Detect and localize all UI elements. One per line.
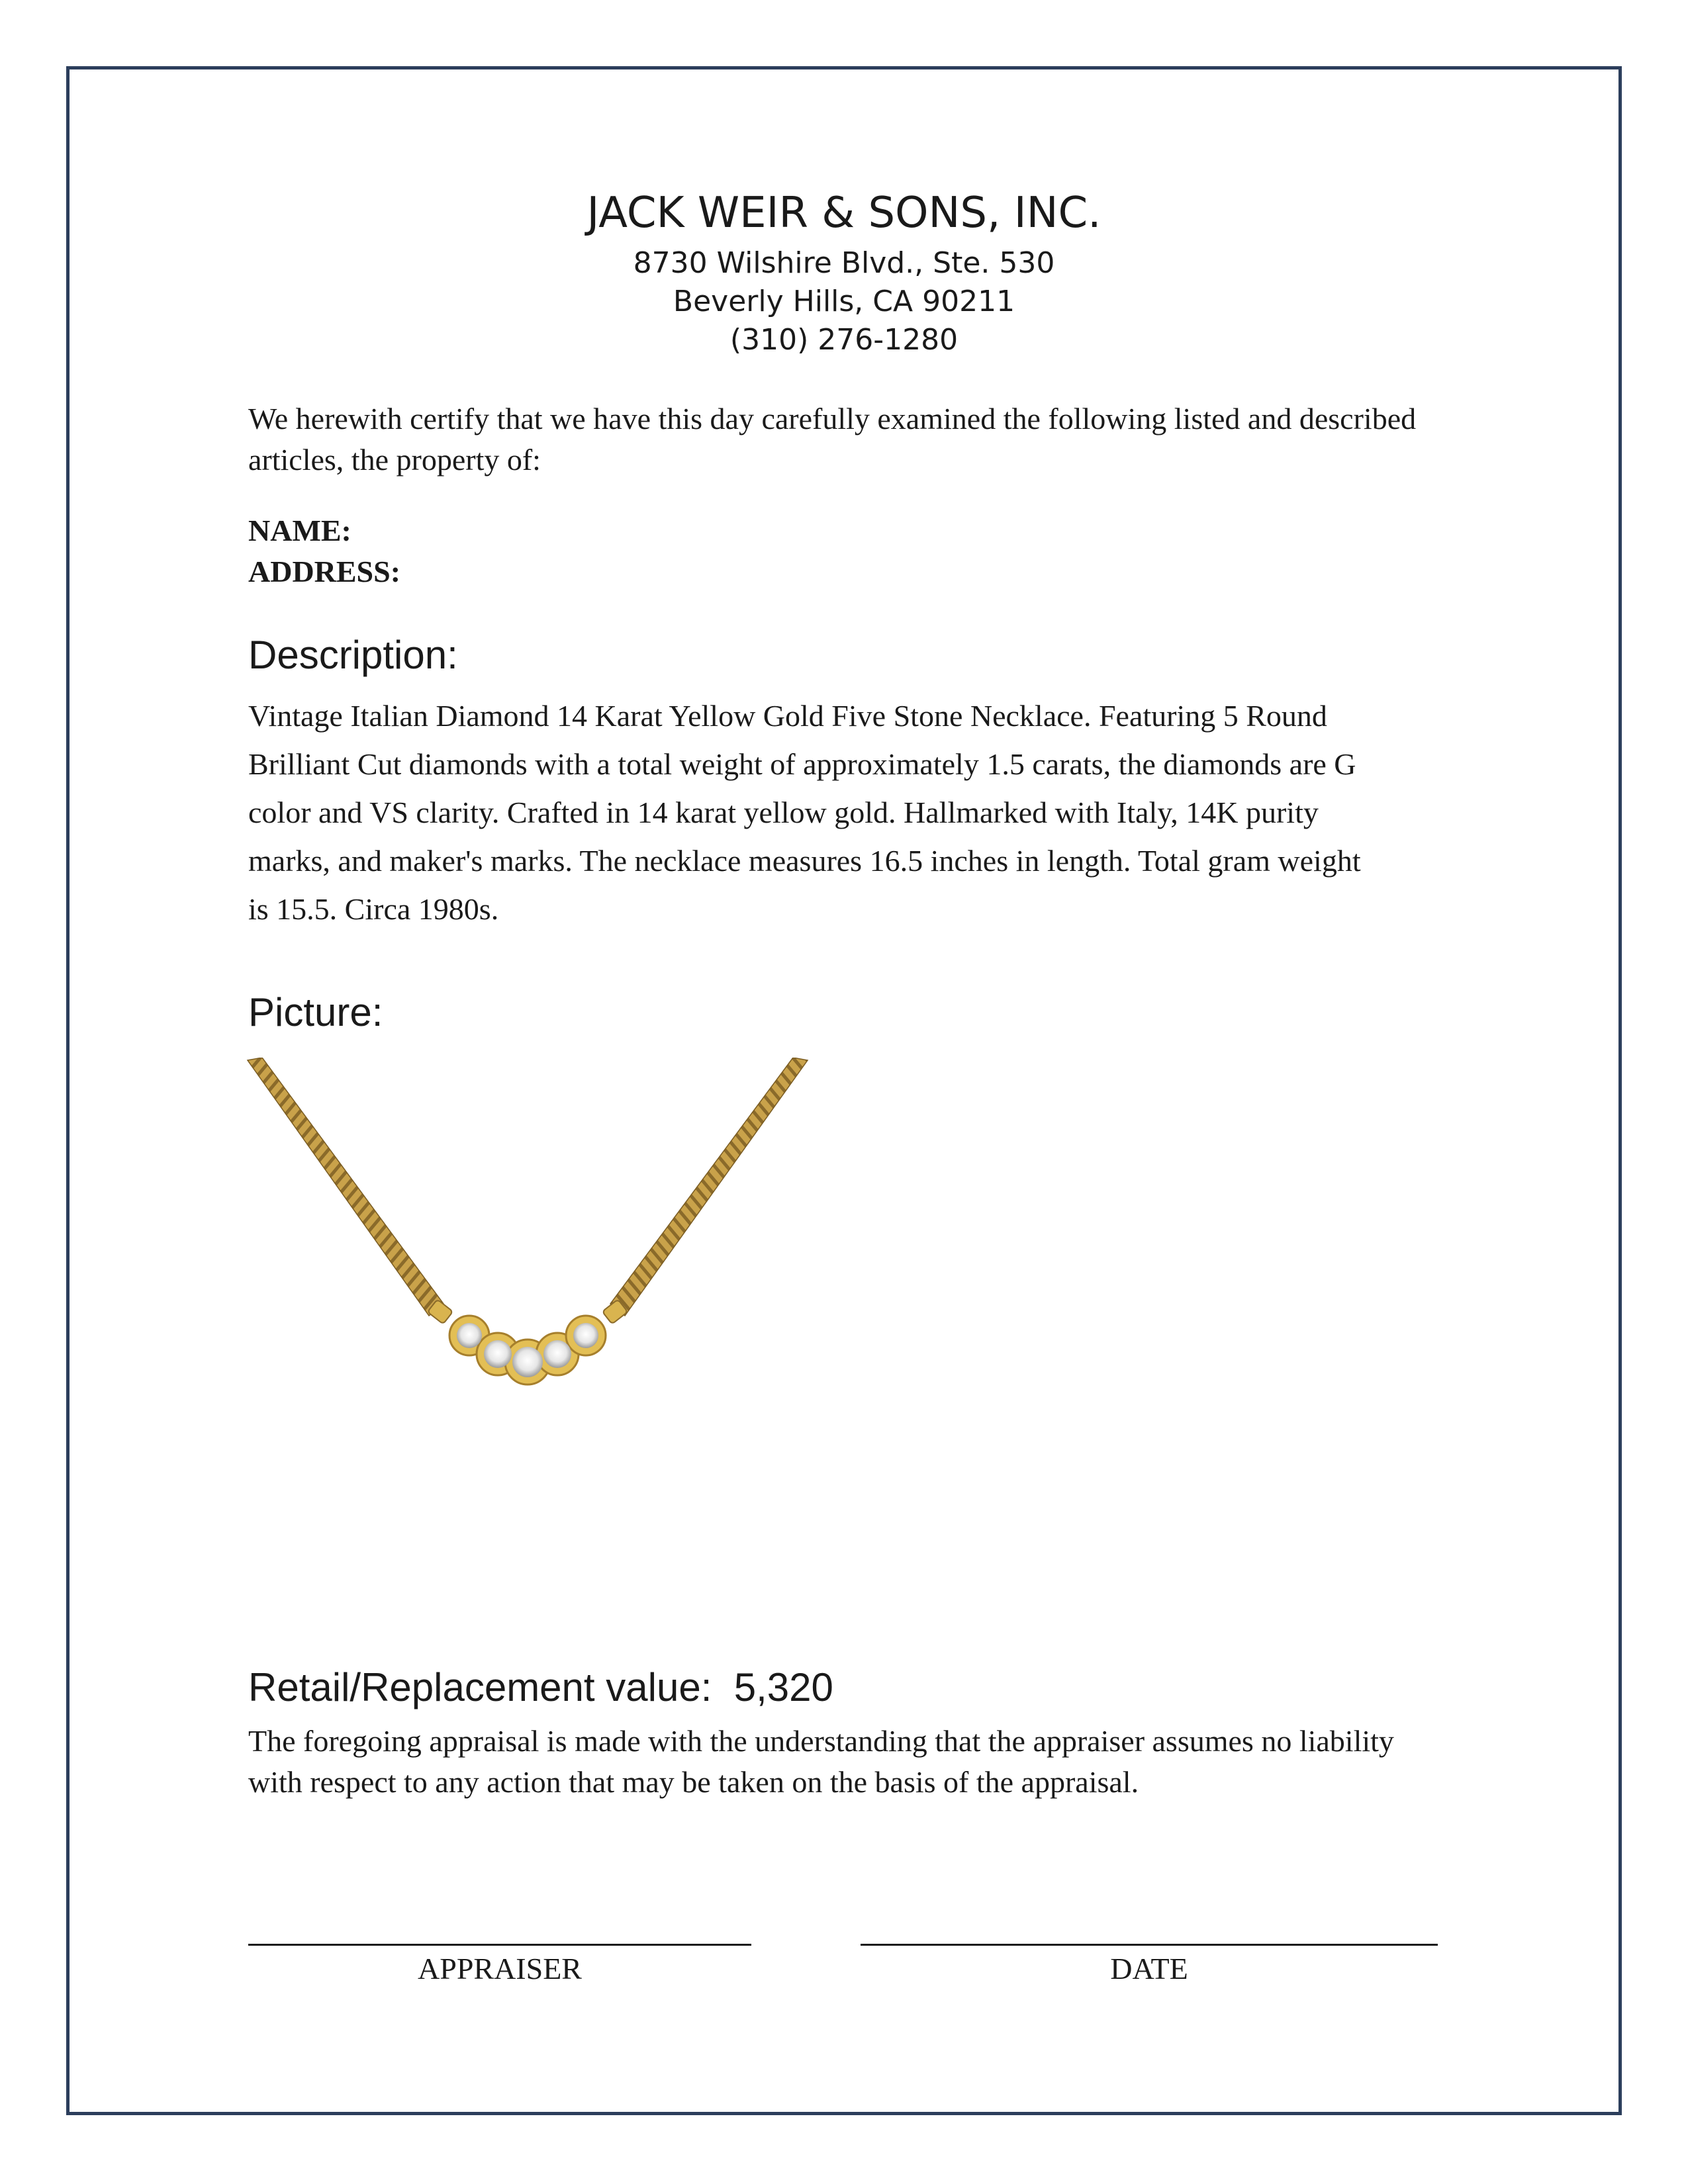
description-heading: Description:: [248, 633, 458, 677]
name-field-label: NAME:: [248, 514, 352, 547]
retail-value: [248, 1664, 1453, 1710]
picture-heading: Picture:: [248, 990, 383, 1034]
left-chain: [248, 1058, 444, 1316]
description-text: Vintage Italian Diamond 14 Karat Yellow Gold Five Stone Necklace. Featuring 5 Round Brilliant Cut diamonds with a total weight of approximately 1.5 carats, the diamonds are G color and VS clarity. Crafted in 14 karat yellow gold. Hallmarked with Italy, 14K purity marks, and maker's marks. The necklace measures 16.5 inches in length. Total gram weight is 15.5. Circa 1980s.: [248, 699, 1361, 926]
retail-value-amount: 5,320: [733, 1665, 833, 1709]
retail-value-label: Retail/Replacement value:: [248, 1665, 712, 1709]
necklace-image: [246, 1058, 809, 1415]
address-field-label: ADDRESS:: [248, 555, 401, 588]
appraiser-label: APPRAISER: [418, 1952, 582, 1985]
company-phone: (310) 276-1280: [729, 323, 959, 357]
liability-disclaimer: The foregoing appraisal is made with the understanding that the appraiser assumes no liability with respect to any action that may be taken on the basis of the appraisal.: [248, 1724, 1394, 1799]
appraiser-signature-line: [248, 1944, 751, 1946]
certification-statement: We herewith certify that we have this day carefully examined the following listed and described articles, the property of:: [248, 402, 1417, 477]
company-name: JACK WEIR & SONS, INC.: [586, 189, 1102, 238]
company-city-state: Beverly Hills, CA 90211: [673, 285, 1015, 318]
company-street-address: 8730 Wilshire Blvd., Ste. 530: [633, 246, 1055, 280]
right-chain: [610, 1058, 808, 1316]
date-signature-line: [861, 1944, 1438, 1946]
date-label: DATE: [1110, 1952, 1188, 1985]
